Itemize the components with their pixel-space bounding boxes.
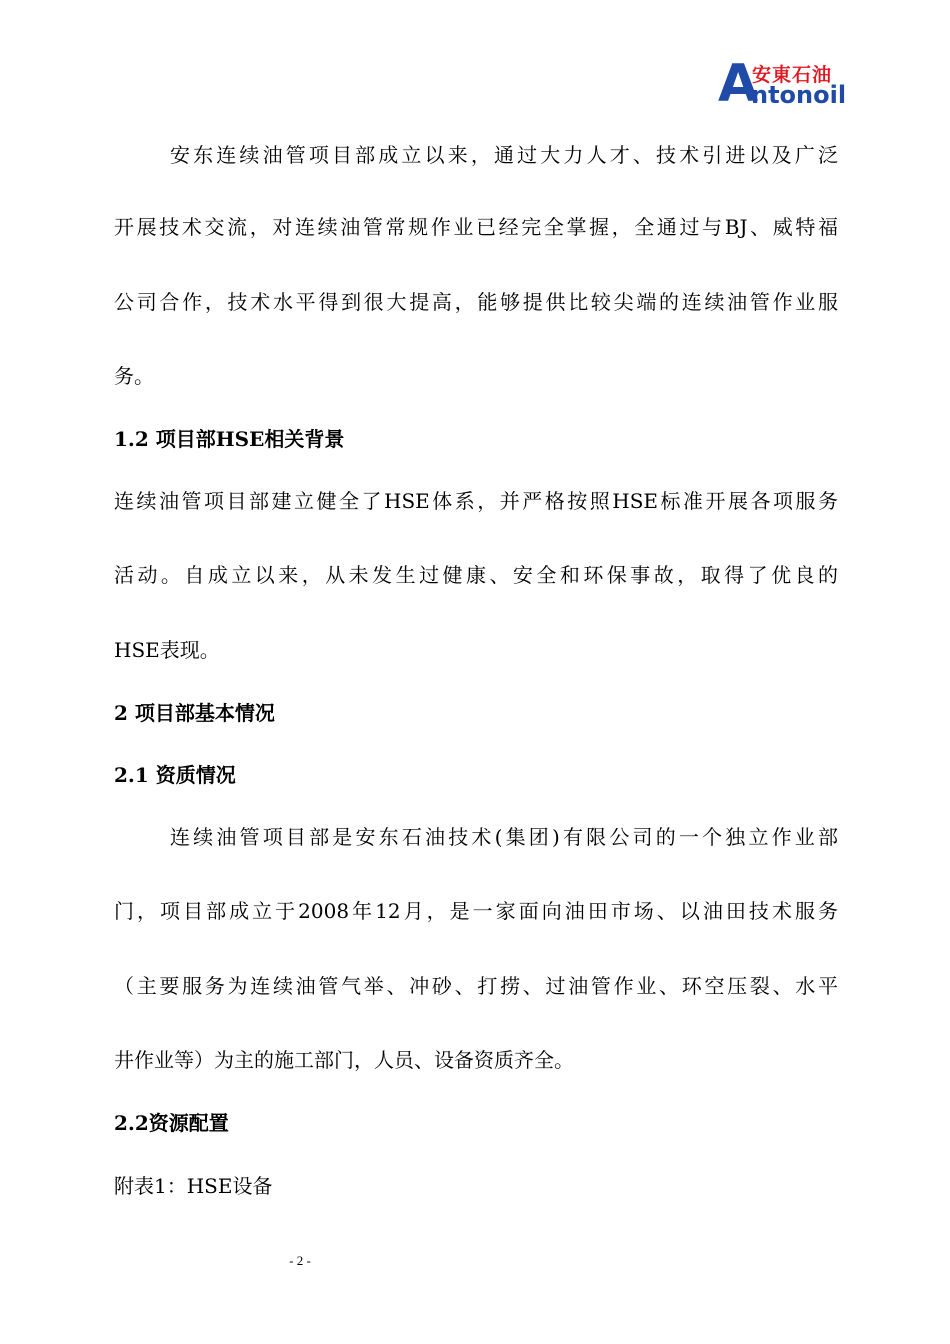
paragraph-1-line-1: 安东连续油管项目部成立以来，通过大力人才、技术引进以及广泛 xyxy=(170,143,838,167)
logo-chinese-text: 安東石油 xyxy=(752,64,833,86)
paragraph-1-line-2: 开展技术交流，对连续油管常规作业已经完全掌握，全通过与BJ、威特福 xyxy=(114,215,838,239)
paragraph-2-line-3: HSE表现。 xyxy=(114,638,220,662)
paragraph-3-line-3: （主要服务为连续油管气举、冲砂、打捞、过油管作业、环空压裂、水平 xyxy=(114,974,838,998)
paragraph-3-line-1: 连续油管项目部是安东石油技术(集团)有限公司的一个独立作业部 xyxy=(170,825,838,849)
paragraph-1-line-4: 务。 xyxy=(114,364,154,388)
paragraph-2-line-2: 活动。自成立以来，从未发生过健康、安全和环保事故，取得了优良的 xyxy=(114,563,838,587)
section-heading-2: 2 项目部基本情况 xyxy=(114,701,275,725)
page-number: - 2 - xyxy=(289,1253,311,1268)
paragraph-1-line-3: 公司合作，技术水平得到很大提高，能够提供比较尖端的连续油管作业服 xyxy=(114,290,838,314)
paragraph-2-line-1: 连续油管项目部建立健全了HSE体系，并严格按照HSE标准开展各项服务 xyxy=(114,489,838,513)
logo-english-text: ntonoil xyxy=(751,81,847,109)
section-heading-2-2: 2.2资源配置 xyxy=(114,1111,229,1135)
section-heading-2-1: 2.1 资质情况 xyxy=(114,763,236,787)
paragraph-3-line-2: 门，项目部成立于2008年12月，是一家面向油田市场、以油田技术服务 xyxy=(114,899,838,923)
paragraph-3-line-4: 井作业等）为主的施工部门，人员、设备资质齐全。 xyxy=(114,1048,574,1072)
section-heading-1-2: 1.2 项目部HSE相关背景 xyxy=(114,427,345,451)
table-caption: 附表1：HSE设备 xyxy=(114,1174,273,1198)
logo-letter-a: A xyxy=(718,54,759,114)
company-logo xyxy=(718,54,847,114)
